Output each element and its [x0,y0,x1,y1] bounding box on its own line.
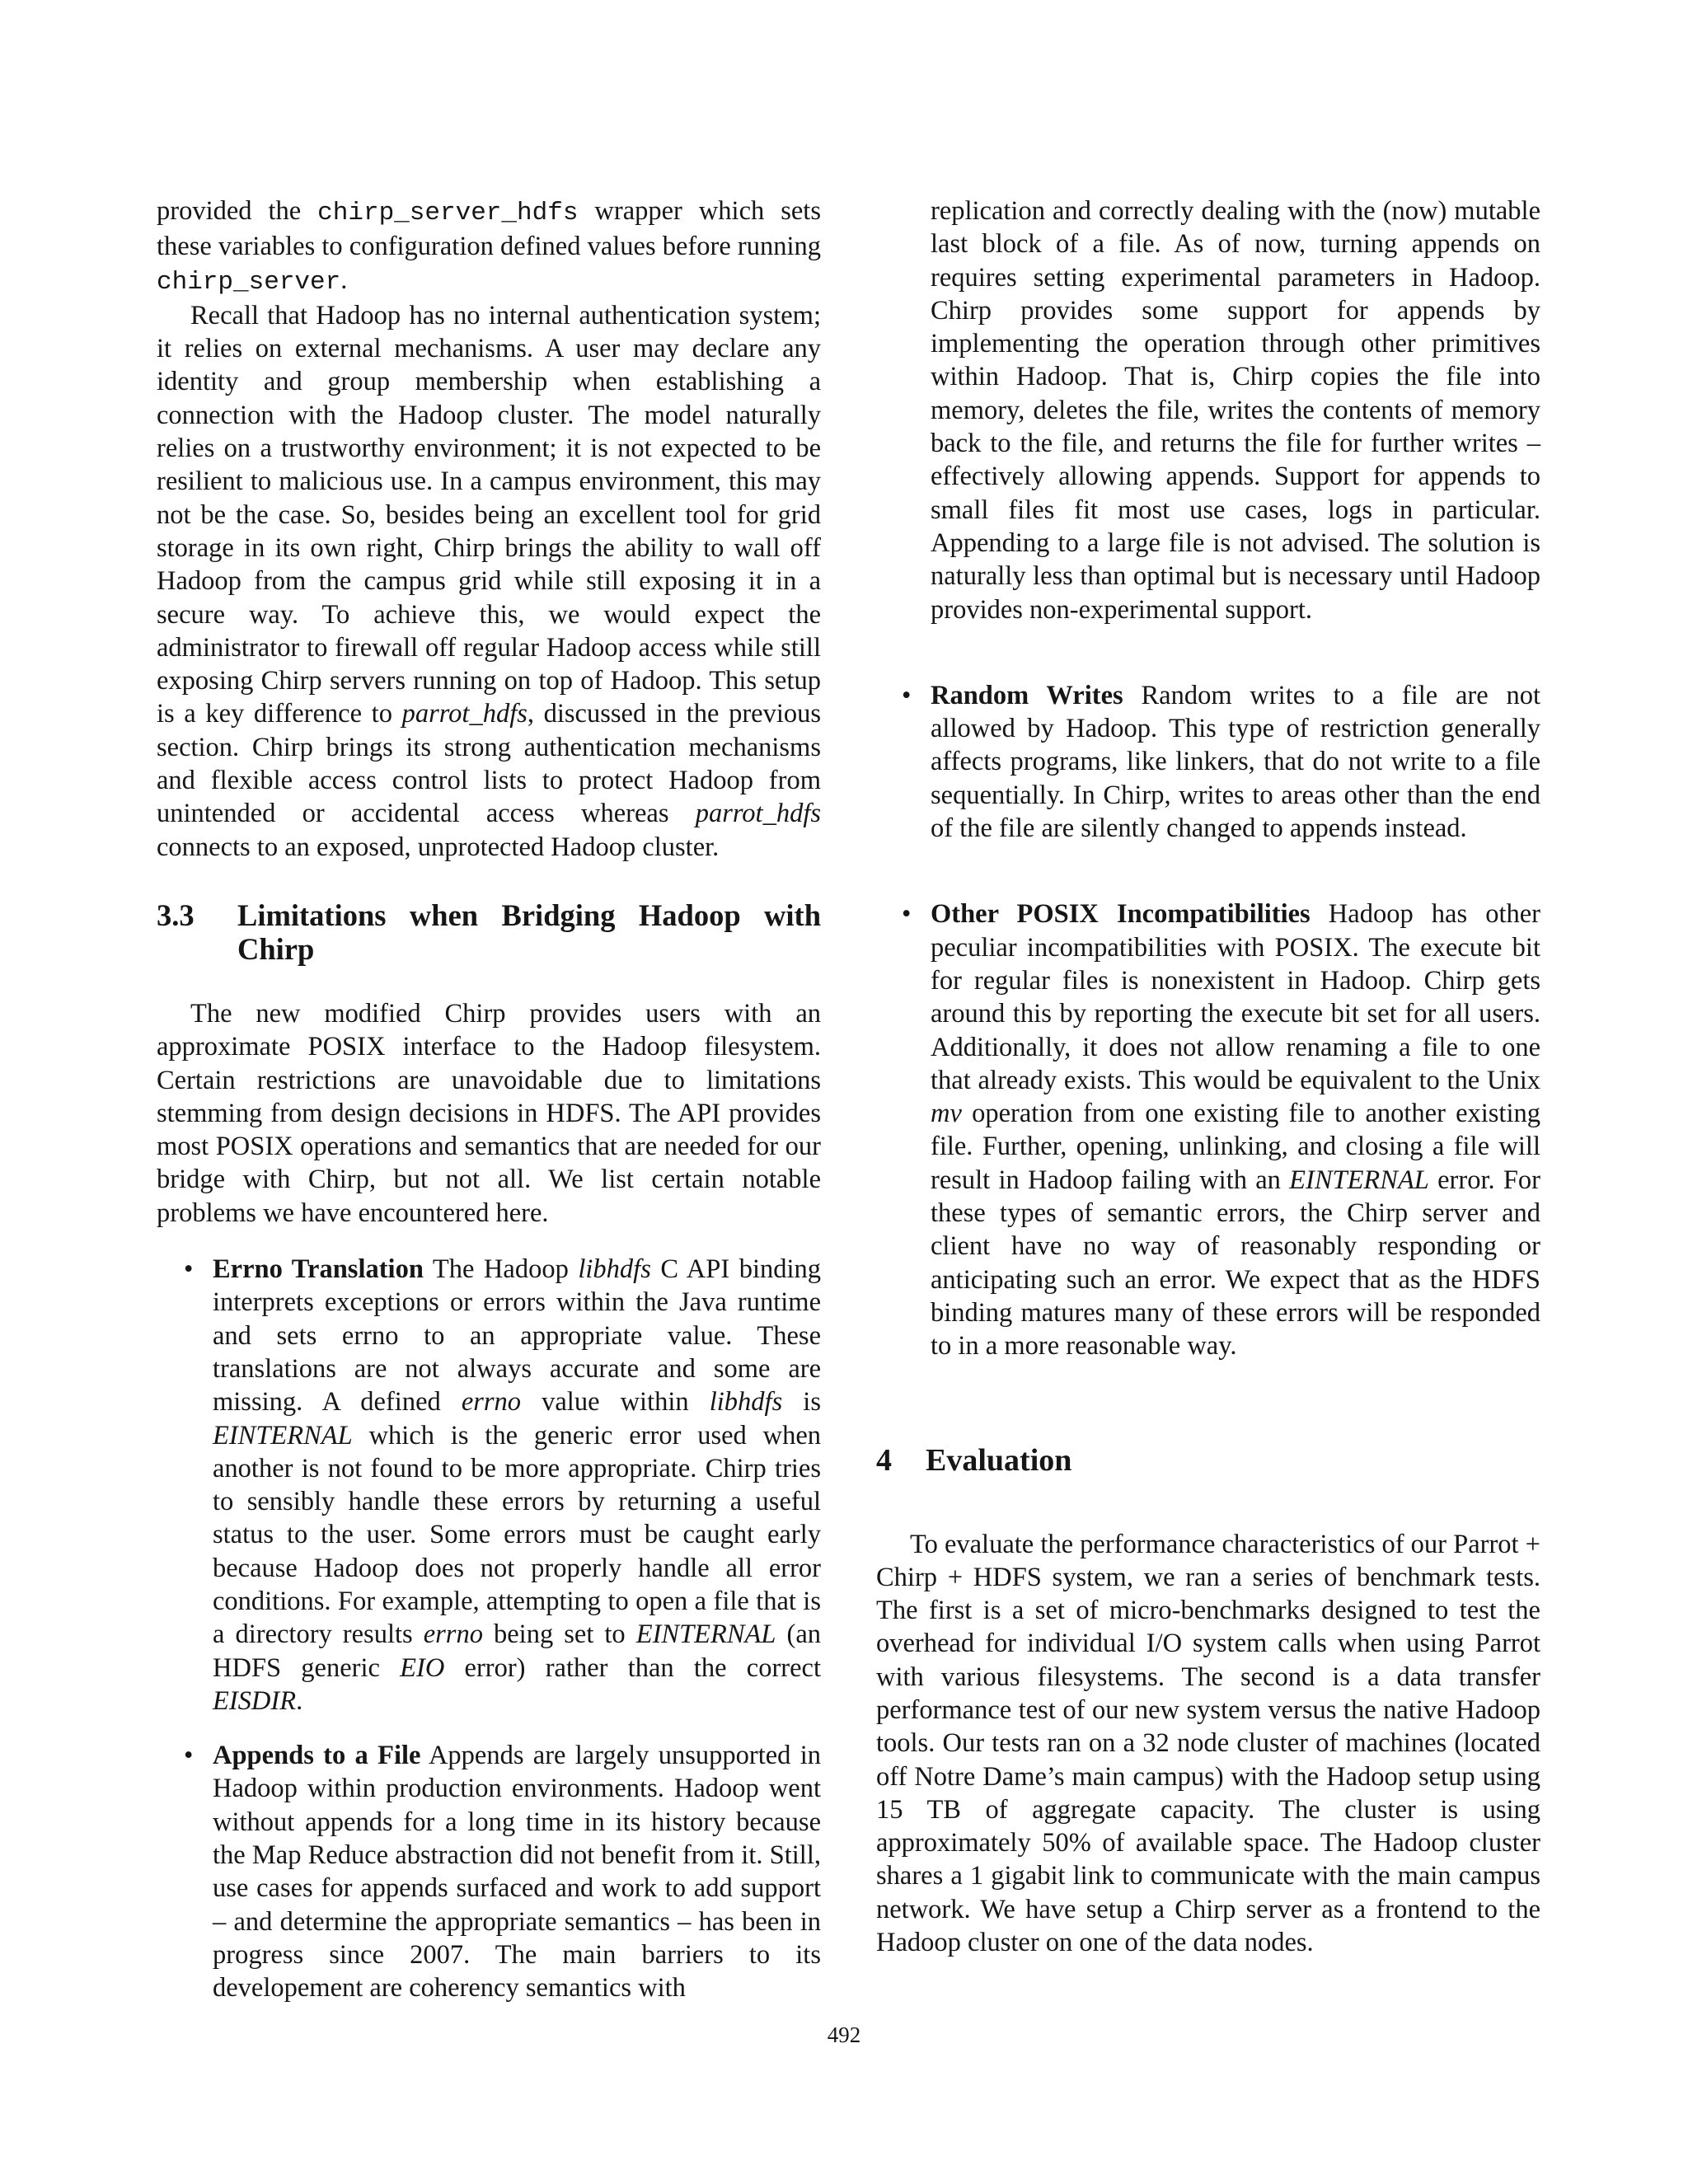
emphasis: EIO [400,1652,445,1683]
section-title: Evaluation [926,1442,1072,1478]
section-heading-4 [876,1442,1540,1479]
section-heading-3-3 [157,898,821,966]
text-run: which is the generic error used when another is not found to be more appropriate. Chirp tries to sensibly handle these errors by returning a useful status to the user. Some errors must be caught early because Hadoop does not properly handle all error conditions. For example, attempting to open a file that is a directory results [213,1420,821,1650]
emphasis: EINTERNAL [1289,1165,1429,1195]
limitations-list [184,1253,822,2005]
authentication-paragraph [157,299,821,864]
evaluation-paragraph: To evaluate the performance characteristics of our Parrot + Chirp + HDFS system, we ran a series of benchmark tests. The first is a set of micro-benchmarks designed to test the overhead for individual I/O system calls when using Parrot with various filesystems. The second is a data transfer performance test of our new system versus the native Hadoop tools. Our tests ran on a 32 node cluster of machines (located off Notre Dame’s main campus) with the Hadoop setup using 15 TB of aggregate capacity. The cluster is using approximately 50% of available space. The Hadoop cluster shares a 1 gigabit link to communicate with the main campus network. We have setup a Chirp server as a frontend to the Hadoop cluster on one of the data nodes. [876,1529,1541,1958]
text-run: (an HDFS generic [213,1619,822,1683]
text-run: The Hadoop [423,1254,579,1285]
bullet-icon: • [184,1741,194,1771]
list-item-appends [184,1739,821,2004]
bullet-icon: • [902,899,912,930]
list-item-term: Appends to a File [213,1741,421,1771]
text-run: connects to an exposed, unprotected Hadoop cluster. [157,832,720,862]
left-column [157,194,821,2005]
text-run: wrapper which sets these variables to configuration defined values before running [157,196,821,262]
list-item-posix-incompatibilities [902,898,1541,1362]
code-chirp-server-hdfs: chirp_server_hdfs [317,199,579,227]
text-run: operation from one existing file to another existing file. Further, opening, unlinking, and closing a file will result in Hadoop failing with an [931,1099,1540,1195]
bullet-icon: • [902,680,912,710]
list-item-random-writes [902,679,1540,845]
list-item-term: Other POSIX Incompatibilities [931,899,1311,930]
emphasis: parrot_hdfs [695,799,821,829]
text-run: being set to [482,1619,636,1650]
text-run: error) rather than the correct [444,1652,821,1683]
text-run: C API binding interprets exceptions or errors within the Java runtime and sets errno to an appropriate value. These translations are not always accurate and some are missing. A defined [213,1254,822,1418]
text-run: error. For these types of semantic errors, the Chirp server and client have no way of reasonably responding or anticipating such an error. We expect that as the HDFS binding matures many of these errors will be responded to in a more reasonable way. [931,1165,1541,1361]
list-item-appends-continued [931,194,1540,626]
text-run: . [340,265,348,295]
text-run: Hadoop has other peculiar incompatibilities with POSIX. The execute bit for regular files is nonexistent in Hadoop. Chirp gets around this by reporting the execute bit set for all users. Additionally, it does not allow renaming a file to one that already exists. This would be equivalent to the Unix [931,899,1540,1095]
text-run: . [296,1685,303,1716]
section-number: 4 [876,1442,892,1478]
continued-paragraph [157,194,821,299]
text-run: provided the [157,196,318,226]
section-title: Limitations when Bridging Hadoop with Chirp [237,898,821,966]
list-item-errno-translation [184,1253,822,1718]
list-item-term: Errno Translation [213,1254,424,1285]
text-run: value within [521,1387,710,1418]
emphasis: parrot_hdfs [401,699,528,729]
emphasis: libhdfs [709,1387,783,1418]
emphasis: errno [461,1387,522,1418]
page-number: 492 [827,2022,861,2047]
emphasis: libhdfs [578,1254,651,1285]
limitations-list-continued [902,194,1541,1363]
text-run: , discussed in the previous section. Chirp brings its strong authentication mechanisms and flexible access control lists to protect Hadoop from unintended or accidental access whereas [157,699,822,829]
emphasis: errno [423,1619,483,1650]
text-run: Appends are largely unsupported in Hadoop within production environments. Hadoop went without appends for a long time in its history because the Map Reduce abstraction did not benefit from it. Still, use cases for appends surfaced and work to add support – and determine the appropriate semantics – has been in progress since 2007. The main barriers to its developement are coherency semantics with [213,1741,821,2004]
section-number: 3.3 [157,898,195,932]
limitations-intro-paragraph: The new modified Chirp provides users with an approximate POSIX interface to the Hadoop filesystem. Certain restrictions are unavoidable due to limitations stemming from design decisions in HDFS. The API provides most POSIX operations and semantics that are needed for our bridge with Chirp, but not all. We list certain notable problems we have encountered here. [157,998,821,1228]
text-run: is [782,1387,821,1418]
list-item-term: Random Writes [931,680,1123,710]
text-run: Random writes to a file are not allowed by Hadoop. This type of restriction generally affects programs, like linkers, that do not write to a file sequentially. In Chirp, writes to areas other than the end of the file are silently changed to appends instead. [931,680,1540,844]
code-chirp-server: chirp_server [157,267,341,297]
bullet-icon: • [184,1254,194,1285]
emphasis: EINTERNAL [635,1619,776,1650]
text-run: replication and correctly dealing with the (now) mutable last block of a file. As of now, turning appends on requires setting experimental parameters in Hadoop. Chirp provides some support for appends by implementing the operation through other primitives within Hadoop. That is, Chirp copies the file into memory, deletes the file, writes the contents of memory back to the file, and returns the file for further writes – effectively allowing appends. Support for appends to small files fit most use cases, logs in particular. Appending to a large file is not advised. The solution is naturally less than optimal but is necessary until Hadoop provides non-experimental support. [931,196,1540,625]
emphasis: EISDIR [213,1685,297,1716]
right-column [876,194,1540,1959]
text-run: Recall that Hadoop has no internal authentication system; it relies on external mechanisms. A user may declare any identity and group membership when establishing a connection with the Hadoop cluster. The model naturally relies on a trustworthy environment; it is not expected to be resilient to malicious use. In a campus environment, this may not be the case. So, besides being an excellent tool for grid storage in its own right, Chirp brings the ability to wall off Hadoop from the campus grid while still exposing it in a secure way. To achieve this, we would expect the administrator to firewall off regular Hadoop access while still exposing Chirp servers running on top of Hadoop. This setup is a key difference to [157,300,821,729]
emphasis: EINTERNAL [213,1420,353,1451]
emphasis: mv [931,1099,962,1129]
